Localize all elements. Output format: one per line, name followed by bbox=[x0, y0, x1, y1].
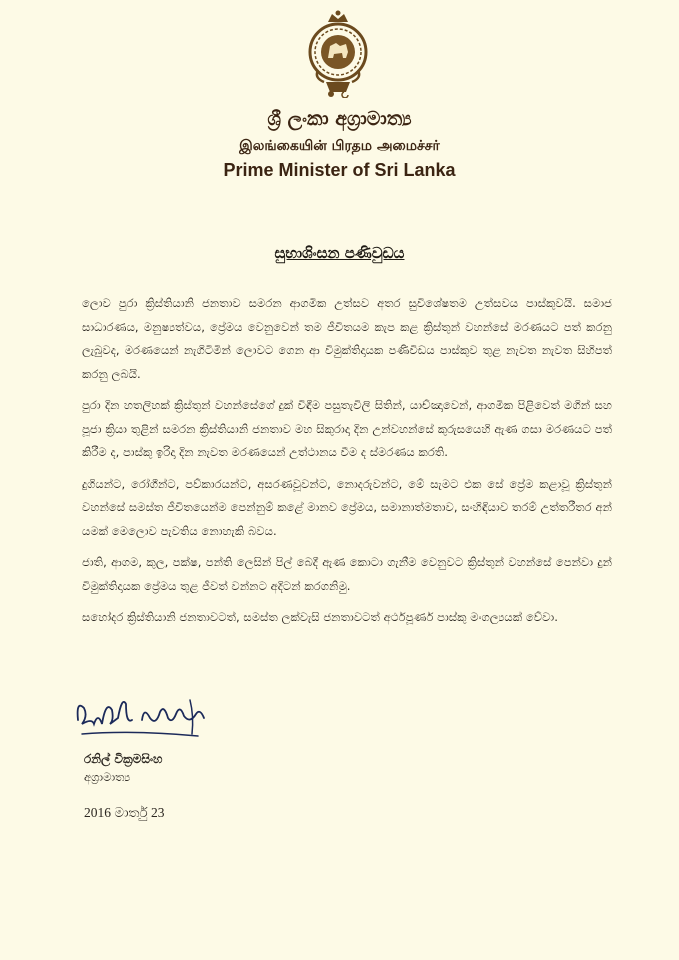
english-heading: Prime Minister of Sri Lanka bbox=[223, 160, 456, 180]
message-title: සුභාශිංසන පණිවුඩය bbox=[274, 244, 405, 262]
paragraph-2: පුරා දින හතලිහක් ක්‍රිස්තුන් වහන්සේගේ දුක් විඳීම පසුතැවිලි සිතින්, යාච්ඤාවෙන්, ආගමික පිළිවෙත් මගින් සහ පූජා ක්‍රියා තුළින් සමරන ක්‍රිස්තියානි ජනතාව මහ සිකුරාදා දින උන්වහන්සේ කුරුසයෙහි ඇණ ගසා මරණයට පත් කිරීම ද, පාස්කු ඉරිදා දින නැවත මරණයෙන් උත්ථානය වීම ද ස්මරණය කරති. bbox=[82, 398, 612, 459]
paragraph-5: සහෝදර ක්‍රිස්තියානි ජනතාවටත්, සමස්ත ලක්වැසි ජනතාවටත් අර්ථපූර්ණ පාස්කු මංගල්‍යයක් වේවා. bbox=[82, 610, 558, 624]
paragraph-1: ලොව පුරා ක්‍රිස්තියානි ජනතාව සමරන ආගමික උත්සව අතර සුවිශේෂතම උත්සවය පාස්කුවයි. සමාජ සාධාරණය, මනුෂ්‍යත්වය, ප්‍රේමය වෙනුවෙන් තම ජීවිතයම කැප කළ ක්‍රිස්තුන් වහන්සේ මරණයට පත් කරනු ලැබුවද, මරණයෙන් නැගිටිමින් ලොවට ගෙන ආ විමුක්තිදායක පණිවිඩය පාස්කුව තුළ නැවත නැවත සිහිපත් කරනු ලබයි. bbox=[82, 296, 612, 381]
signatory-title: අග්‍රාමාත්‍ය bbox=[84, 770, 131, 784]
tamil-heading: இலங்கையின் பிரதம அமைச்சர் bbox=[239, 138, 440, 154]
letter-date: 2016 මාර්තු 23 bbox=[84, 805, 165, 820]
sinhala-heading: ශ්‍රී ලංකා අග්‍රාමාත්‍ය bbox=[267, 108, 412, 130]
paragraph-3: දුගියන්ට, රෝගීන්ට, පව්කාරයන්ට, අසරණවූවන්ට, නොදරුවන්ට, මේ සැමට එක සේ ප්‍රේම කළාවූ ක්‍රිස්තුන් වහන්සේ සමස්ත ජීවිතයෙන්ම පෙන්නුම් කළේ මානව ප්‍රේමය, සමානාත්මතාව, සංහිඳියාව තරම් උත්තරීතර අන් යමක් මෙලොව පැවතිය නොහැකි බවය. bbox=[82, 476, 612, 538]
handwritten-signature bbox=[72, 690, 232, 750]
paragraph-4: ජාති, ආගම, කුල, පක්ෂ, පන්ති ලෙසින් පිල් බෙදී ඇණ කොටා ගැනීම වෙනුවට ක්‍රිස්තුන් වහන්සේ පෙන්වා දුන් විමුක්තිදායක ප්‍රේමය තුළ ජීවත් වන්නට අදිටන් කරගනිමු. bbox=[82, 555, 612, 593]
letter-body bbox=[82, 292, 612, 638]
sri-lanka-emblem-icon bbox=[304, 8, 372, 98]
signatory-name: රනිල් වික්‍රමසිංහ bbox=[84, 752, 163, 766]
